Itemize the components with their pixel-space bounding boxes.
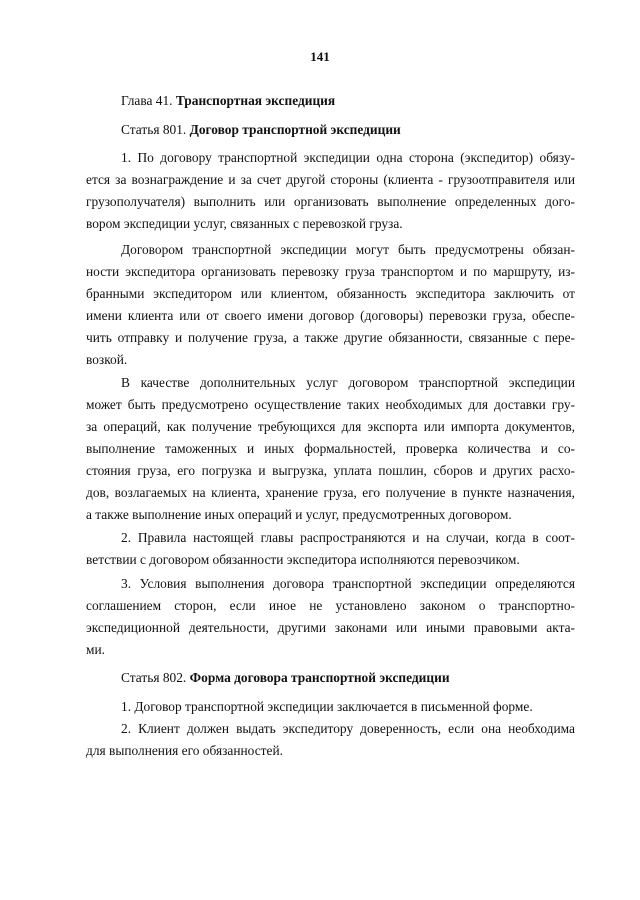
article-801-line: возкой. — [86, 352, 128, 367]
article-801-line: бранными экспедитором или клиентом, обязанность экспедитора заключить от — [86, 286, 575, 301]
article-801-line: может быть предусмотрено осуществление таких необходимых для доставки гру- — [86, 397, 575, 412]
article-802-line: 1. Договор транспортной экспедиции заключается в письменной форме. — [121, 699, 533, 714]
page-number: 141 — [310, 49, 330, 64]
article-801-line: стояния груза, его погрузка и выгрузка, уплата пошлин, сборов и других расхо- — [86, 463, 575, 478]
article-801-line: 1. По договору транспортной экспедиции одна сторона (экспедитор) обязу- — [121, 150, 575, 165]
article-801-title: Договор транспортной экспедиции — [189, 122, 401, 137]
article-801-line: грузополучателя) выполнить или организовать выполнение определенных дого- — [86, 194, 575, 209]
article-802-line: для выполнения его обязанностей. — [86, 743, 283, 758]
article-801-line: 2. Правила настоящей главы распространяются и на случаи, когда в соот- — [121, 530, 575, 545]
article-801-line: Договором транспортной экспедиции могут быть предусмотрены обязан- — [121, 242, 575, 257]
article-801-line: ми. — [86, 642, 105, 657]
article-801-heading — [121, 122, 401, 138]
chapter-heading — [121, 93, 335, 109]
article-801-line: ветствии с договором обязанности экспедитора исполняются перевозчиком. — [86, 552, 520, 567]
article-801-line: экспедиционной деятельности, другими законами или иными правовыми акта- — [86, 620, 575, 635]
chapter-prefix: Глава 41. — [121, 93, 176, 108]
article-801-line: выполнение таможенных и иных формальностей, проверка количества и со- — [86, 441, 575, 456]
article-802-line: 2. Клиент должен выдать экспедитору доверенность, если она необходима — [121, 721, 575, 736]
article-802-prefix: Статья 802. — [121, 670, 190, 685]
article-801-line: соглашением сторон, если иное не установлено законом о транспортно- — [86, 598, 575, 613]
article-801-line: дов, возлагаемых на клиента, хранение груза, его получение в пункте назначения, — [86, 485, 575, 500]
article-802-heading — [121, 670, 450, 686]
article-801-line: чить отправку и получение груза, а также другие обязанности, связанные с пере- — [86, 330, 575, 345]
article-801-line: В качестве дополнительных услуг договором транспортной экспедиции — [121, 375, 575, 390]
article-801-line: за операций, как получение требующихся для экспорта или импорта документов, — [86, 419, 575, 434]
article-801-line: ется за вознаграждение и за счет другой стороны (клиента - грузоотправителя или — [86, 172, 575, 187]
article-801-line: вором экспедиции услуг, связанных с перевозкой груза. — [86, 216, 403, 231]
article-801-line: имени клиента или от своего имени договор (договоры) перевозки груза, обеспе- — [86, 308, 575, 323]
article-801-line: 3. Условия выполнения договора транспортной экспедиции определяются — [121, 576, 575, 591]
article-801-line: ности экспедитора организовать перевозку груза транспортом и по маршруту, из- — [86, 264, 575, 279]
article-801-prefix: Статья 801. — [121, 122, 190, 137]
article-802-title: Форма договора транспортной экспедиции — [189, 670, 450, 685]
article-801-line: а также выполнение иных операций и услуг, предусмотренных договором. — [86, 507, 512, 522]
chapter-title: Транспортная экспедиция — [175, 93, 336, 108]
